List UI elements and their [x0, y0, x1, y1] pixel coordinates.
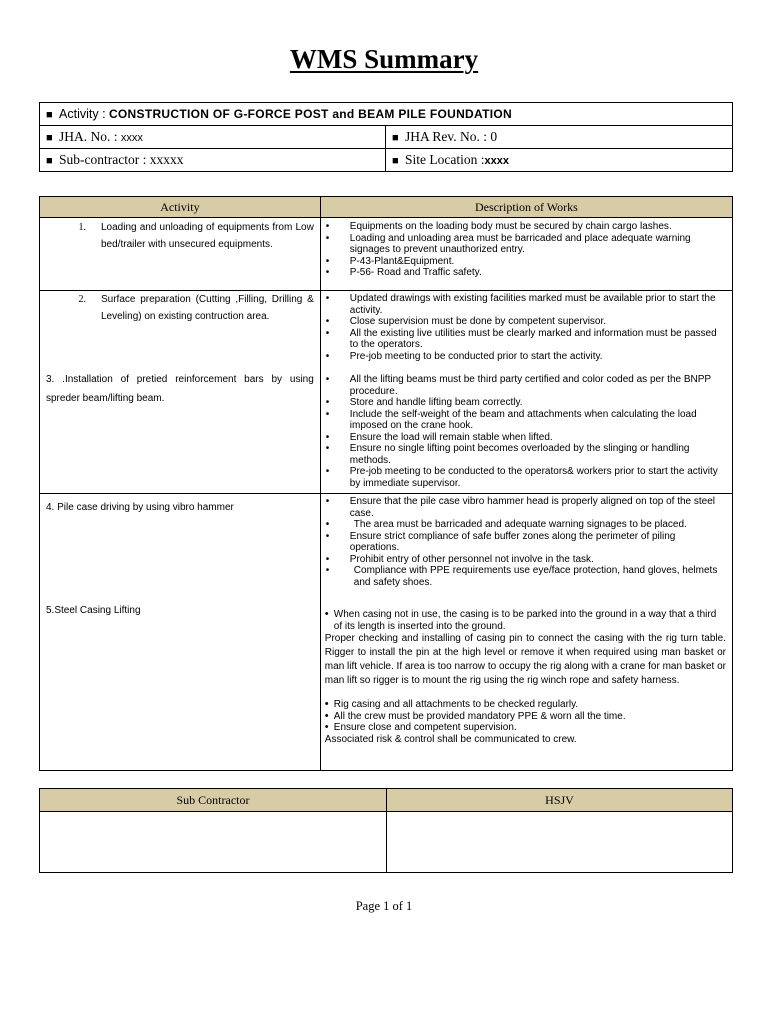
list-item: • Ensure the load will remain stable when lifted.: [325, 432, 726, 444]
activity-item: [46, 291, 314, 325]
list-item: • Pre-job meeting to be conducted prior to start the activity.: [325, 351, 726, 363]
square-bullet-icon: ■: [392, 132, 399, 144]
list-item: • Close supervision must be done by competent supervisor.: [325, 316, 726, 328]
list-item: • Prohibit entry of other personnel not involve in the task.: [325, 554, 726, 566]
activity-item: 4. Pile case driving by using vibro hammer: [46, 502, 234, 513]
list-item: • P-56- Road and Traffic safety.: [325, 267, 726, 279]
list-item: • Include the self-weight of the beam and attachments when calculating the load imposed on the crane hook.: [325, 409, 726, 432]
list-item: • All the existing live utilities must be clearly marked and information must be passed to the operators.: [325, 328, 726, 351]
sub-contractor-signature-area: [40, 812, 387, 873]
site-location-cell: [386, 149, 733, 172]
list-item: • Rig casing and all attachments to be checked regularly.: [325, 699, 726, 711]
sub-contractor-header: Sub Contractor: [40, 789, 387, 812]
signature-table: [39, 788, 733, 873]
list-item: • Store and handle lifting beam correctly.: [325, 397, 726, 409]
description-list: [325, 221, 726, 279]
closing-text: Associated risk & control shall be communicated to crew.: [324, 733, 577, 745]
jha-rev-cell: [386, 126, 733, 149]
activity-cell: [40, 103, 733, 126]
activity-label: Activity :: [59, 107, 106, 121]
subcontractor-cell: [40, 149, 386, 172]
activity-item: [46, 219, 314, 253]
works-table: [39, 196, 733, 771]
table-row: [40, 291, 733, 494]
list-item: • Ensure close and competent supervision.: [325, 722, 726, 734]
list-item: • When casing not in use, the casing is to be parked into the ground in a way that a third of its length is inserted into the ground.: [325, 609, 726, 632]
activity-item: 5.Steel Casing Lifting: [46, 605, 141, 616]
activity-item: 3. .Installation of pretied reinforcement bars by using spreder beam/lifting beam.: [46, 374, 314, 404]
jha-rev-label: JHA Rev. No. :: [405, 129, 488, 144]
site-location-label: Site Location :: [405, 152, 485, 167]
list-item: • Pre-job meeting to be conducted to the operators& workers prior to start the activity by immediate supervisor.: [325, 466, 726, 489]
list-item: • All the crew must be provided mandatory PPE & worn all the time.: [325, 711, 726, 723]
table-row: [40, 218, 733, 291]
table-row: [40, 494, 733, 771]
description-list: [325, 374, 726, 489]
col-description-header: Description of Works: [320, 197, 732, 218]
jha-no-label: JHA. No. :: [59, 129, 118, 144]
page-number: Page 1 of 1: [355, 899, 413, 913]
square-bullet-icon: ■: [46, 109, 53, 121]
paragraph: Proper checking and installing of casing pin to connect the casing with the rig turn table. Rigger to install the pin at the high level or remove it when required using man basket or man lift vehicle. If area is too narrow to occupy the rig along with a crane for man basket or man lift so rigger is to mount the rig using the rig winch rope and safety harness.: [324, 633, 726, 686]
list-item: • P-43-Plant&Equipment.: [325, 256, 726, 268]
activity-value: CONSTRUCTION OF G-FORCE POST and BEAM PILE FOUNDATION: [108, 107, 512, 121]
square-bullet-icon: ■: [46, 155, 53, 167]
col-activity-header: Activity: [40, 197, 321, 218]
description-list: [325, 293, 726, 362]
site-location-value: xxxx: [484, 155, 509, 167]
header-info-table: [39, 102, 733, 172]
steel-casing-description: [325, 609, 726, 745]
square-bullet-icon: ■: [46, 132, 53, 144]
list-item: • Loading and unloading area must be barricaded and place adequate warning signages to prevent unauthorized entry.: [325, 233, 726, 256]
activity-number: 2.: [78, 294, 86, 305]
list-item: • Ensure that the pile case vibro hammer head is properly aligned on top of the steel case.: [325, 496, 726, 519]
jha-no-value: xxxx: [120, 132, 143, 144]
list-item: • All the lifting beams must be third party certified and color coded as per the BNPP procedure.: [325, 374, 726, 397]
description-list: [325, 496, 726, 588]
activity-text: Surface preparation (Cutting ,Filling, Drilling & Leveling) on existing contruction area.: [101, 294, 314, 322]
hsjv-signature-area: [387, 812, 733, 873]
hsjv-header: HSJV: [387, 789, 733, 812]
list-item: • Equipments on the loading body must be secured by chain cargo lashes.: [325, 221, 726, 233]
list-item: • Ensure strict compliance of safe buffer zones along the perimeter of piling operations.: [325, 531, 726, 554]
square-bullet-icon: ■: [392, 155, 399, 167]
list-item: • Compliance with PPE requirements use eye/face protection, hand gloves, helmets and safety shoes.: [325, 565, 726, 588]
activity-text: Loading and unloading of equipments from Low bed/trailer with unsecured equipments.: [101, 222, 314, 250]
document-title: WMS Summary: [289, 44, 479, 74]
activity-number: 1.: [78, 222, 86, 233]
jha-no-cell: [40, 126, 386, 149]
subcontractor-label: Sub-contractor :: [59, 152, 147, 167]
jha-rev-value: 0: [490, 129, 498, 144]
list-item: • The area must be barricaded and adequate warning signages to be placed.: [325, 519, 726, 531]
list-item: • Updated drawings with existing facilities marked must be available prior to start the activity.: [325, 293, 726, 316]
list-item: • Ensure no single lifting point becomes overloaded by the slinging or handling methods.: [325, 443, 726, 466]
subcontractor-value: xxxxx: [149, 152, 184, 167]
